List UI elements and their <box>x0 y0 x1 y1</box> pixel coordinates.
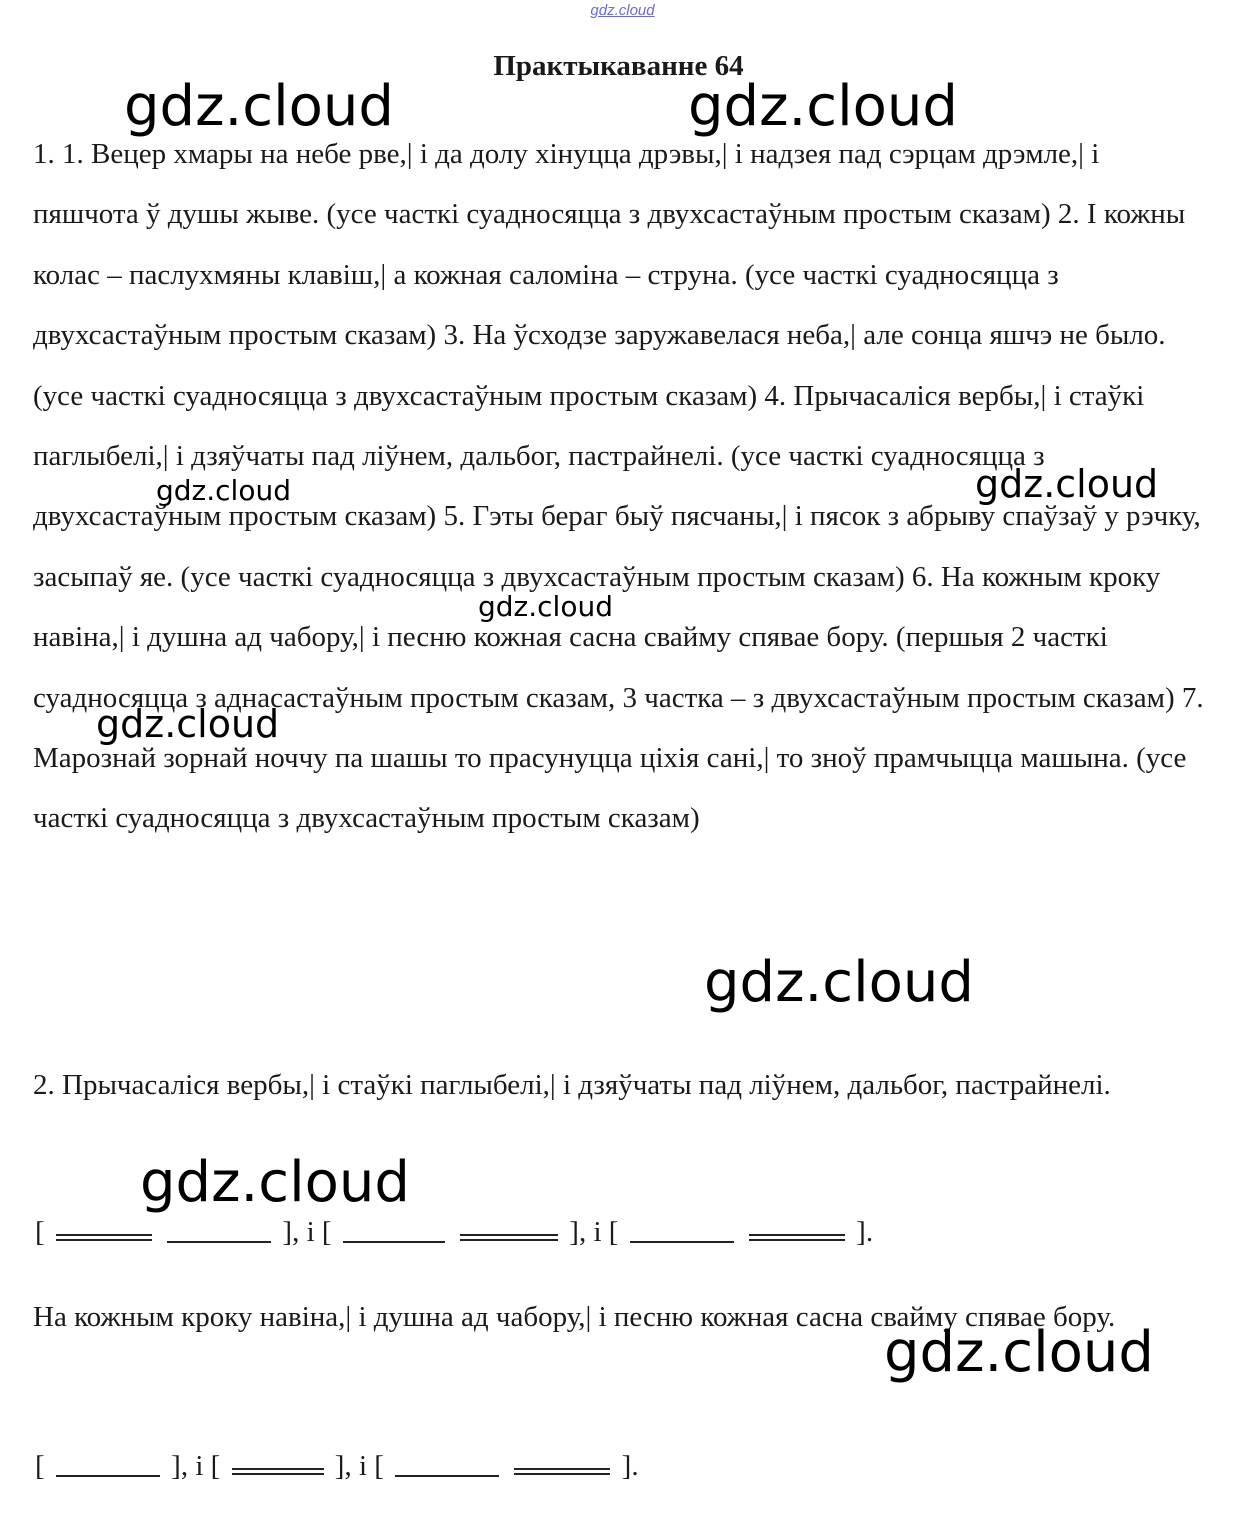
subject-underline <box>749 1234 845 1241</box>
subject-underline <box>56 1234 152 1241</box>
scheme-separator: ], і [ <box>334 1450 384 1482</box>
watermark: gdz.cloud <box>688 74 958 139</box>
watermark: gdz.cloud <box>96 702 280 746</box>
watermark: gdz.cloud <box>140 1150 410 1215</box>
subject-underline <box>460 1234 558 1241</box>
predicate-underline <box>395 1467 499 1477</box>
task2-sentence-1: 2. Прычасаліся вербы,| і стаўкі паглыбелі,| і дзяўчаты пад ліўнем, дальбог, пастрайнелі. <box>33 1069 1111 1101</box>
predicate-underline <box>167 1233 271 1243</box>
watermark: gdz.cloud <box>478 590 613 623</box>
watermark: gdz.cloud <box>704 950 974 1015</box>
scheme-separator: ], і [ <box>569 1216 619 1248</box>
scheme-separator: ], і [ <box>171 1450 221 1482</box>
sentence-1-scheme <box>35 1212 873 1252</box>
watermark: gdz.cloud <box>124 74 394 139</box>
watermark: gdz.cloud <box>884 1320 1154 1385</box>
subject-underline <box>232 1468 324 1475</box>
predicate-underline <box>56 1467 160 1477</box>
sentence-2-scheme <box>35 1446 639 1486</box>
page-title: Практыкаванне 64 <box>493 50 744 82</box>
subject-underline <box>514 1468 610 1475</box>
scheme-bracket-open: [ <box>35 1216 45 1248</box>
scheme-bracket-end: ]. <box>621 1450 639 1482</box>
scheme-bracket-end: ]. <box>856 1216 874 1248</box>
scheme-separator: ], і [ <box>282 1216 332 1248</box>
source-watermark-top: gdz.cloud <box>590 2 655 19</box>
watermark: gdz.cloud <box>975 462 1159 506</box>
task1-answer-paragraph: 1. 1. Вецер хмары на небе рве,| і да долу хінуцца дрэвы,| і надзея пад сэрцам дрэмле,| і пяшчота ў душы жыве. (усе часткі суадносяцца з двухсастаўным простым сказам) 2. І кожны колас – паслухмяны клавіш,| а кожная саломіна – струна. (усе часткі суадносяцца з двухсастаўным простым сказам) 3. На ўсходзе заружавелася неба,| але сонца яшчэ не было. (усе часткі суадносяцца з двухсастаўным простым сказам) 4. Прычасаліся вербы,| і стаўкі паглыбелі,| і дзяўчаты пад ліўнем, дальбог, пастрайнелі. (усе часткі суадносяцца з двухсастаўным простым сказам) 5. Гэты бераг быў пясчаны,| і пясок з абрыву спаўзаў у рэчку, засыпаў яе. (усе часткі суадносяцца з двухсастаўным простым сказам) 6. На кожным кроку навіна,| і душна ад чабору,| і песню кожная сасна свайму спявае бору. (першыя 2 часткі суадносяцца з аднасастаўным простым сказам, 3 частка – з двухсастаўным простым сказам) 7. Марознай зорнай ноччу па шашы то прасунуцца ціхія сані,| то зноў прамчыцца машына. (усе часткі суадносяцца з двухсастаўным простым сказам) <box>33 138 1204 835</box>
watermark: gdz.cloud <box>156 474 291 507</box>
predicate-underline <box>630 1233 734 1243</box>
scheme-bracket-open: [ <box>35 1450 45 1482</box>
predicate-underline <box>343 1233 445 1243</box>
task2-sentence-2: На кожным кроку навіна,| і душна ад чабору,| і песню кожная сасна свайму спявае бору. <box>33 1301 1116 1333</box>
